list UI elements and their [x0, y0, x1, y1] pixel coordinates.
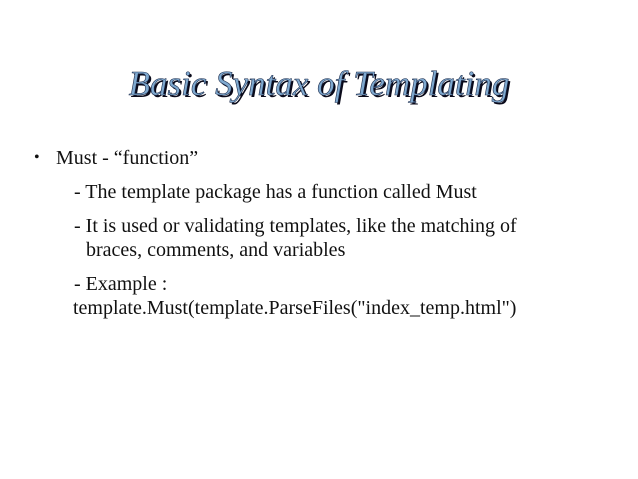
bullet-icon: • — [34, 149, 40, 166]
sub-item-2-line-2: braces, comments, and variables — [86, 239, 346, 261]
slide-title: Basic Syntax of Templating — [128, 64, 510, 103]
bullet-text: Must - “function” — [56, 147, 199, 169]
sub-item-1 — [74, 180, 614, 204]
bullet-item — [32, 146, 622, 170]
slide-content — [32, 146, 622, 320]
sub-item-3 — [74, 272, 614, 320]
sub-item-2-line-1: - It is used or validating templates, like the matching of — [74, 215, 517, 237]
sub-item-1-line-1: - The template package has a function called Must — [74, 181, 477, 203]
sub-item-3-line-2: template.Must(template.ParseFiles("index_temp.html") — [73, 297, 517, 319]
sub-item-3-line-1: - Example : — [74, 273, 168, 295]
sub-item-2 — [74, 214, 614, 262]
